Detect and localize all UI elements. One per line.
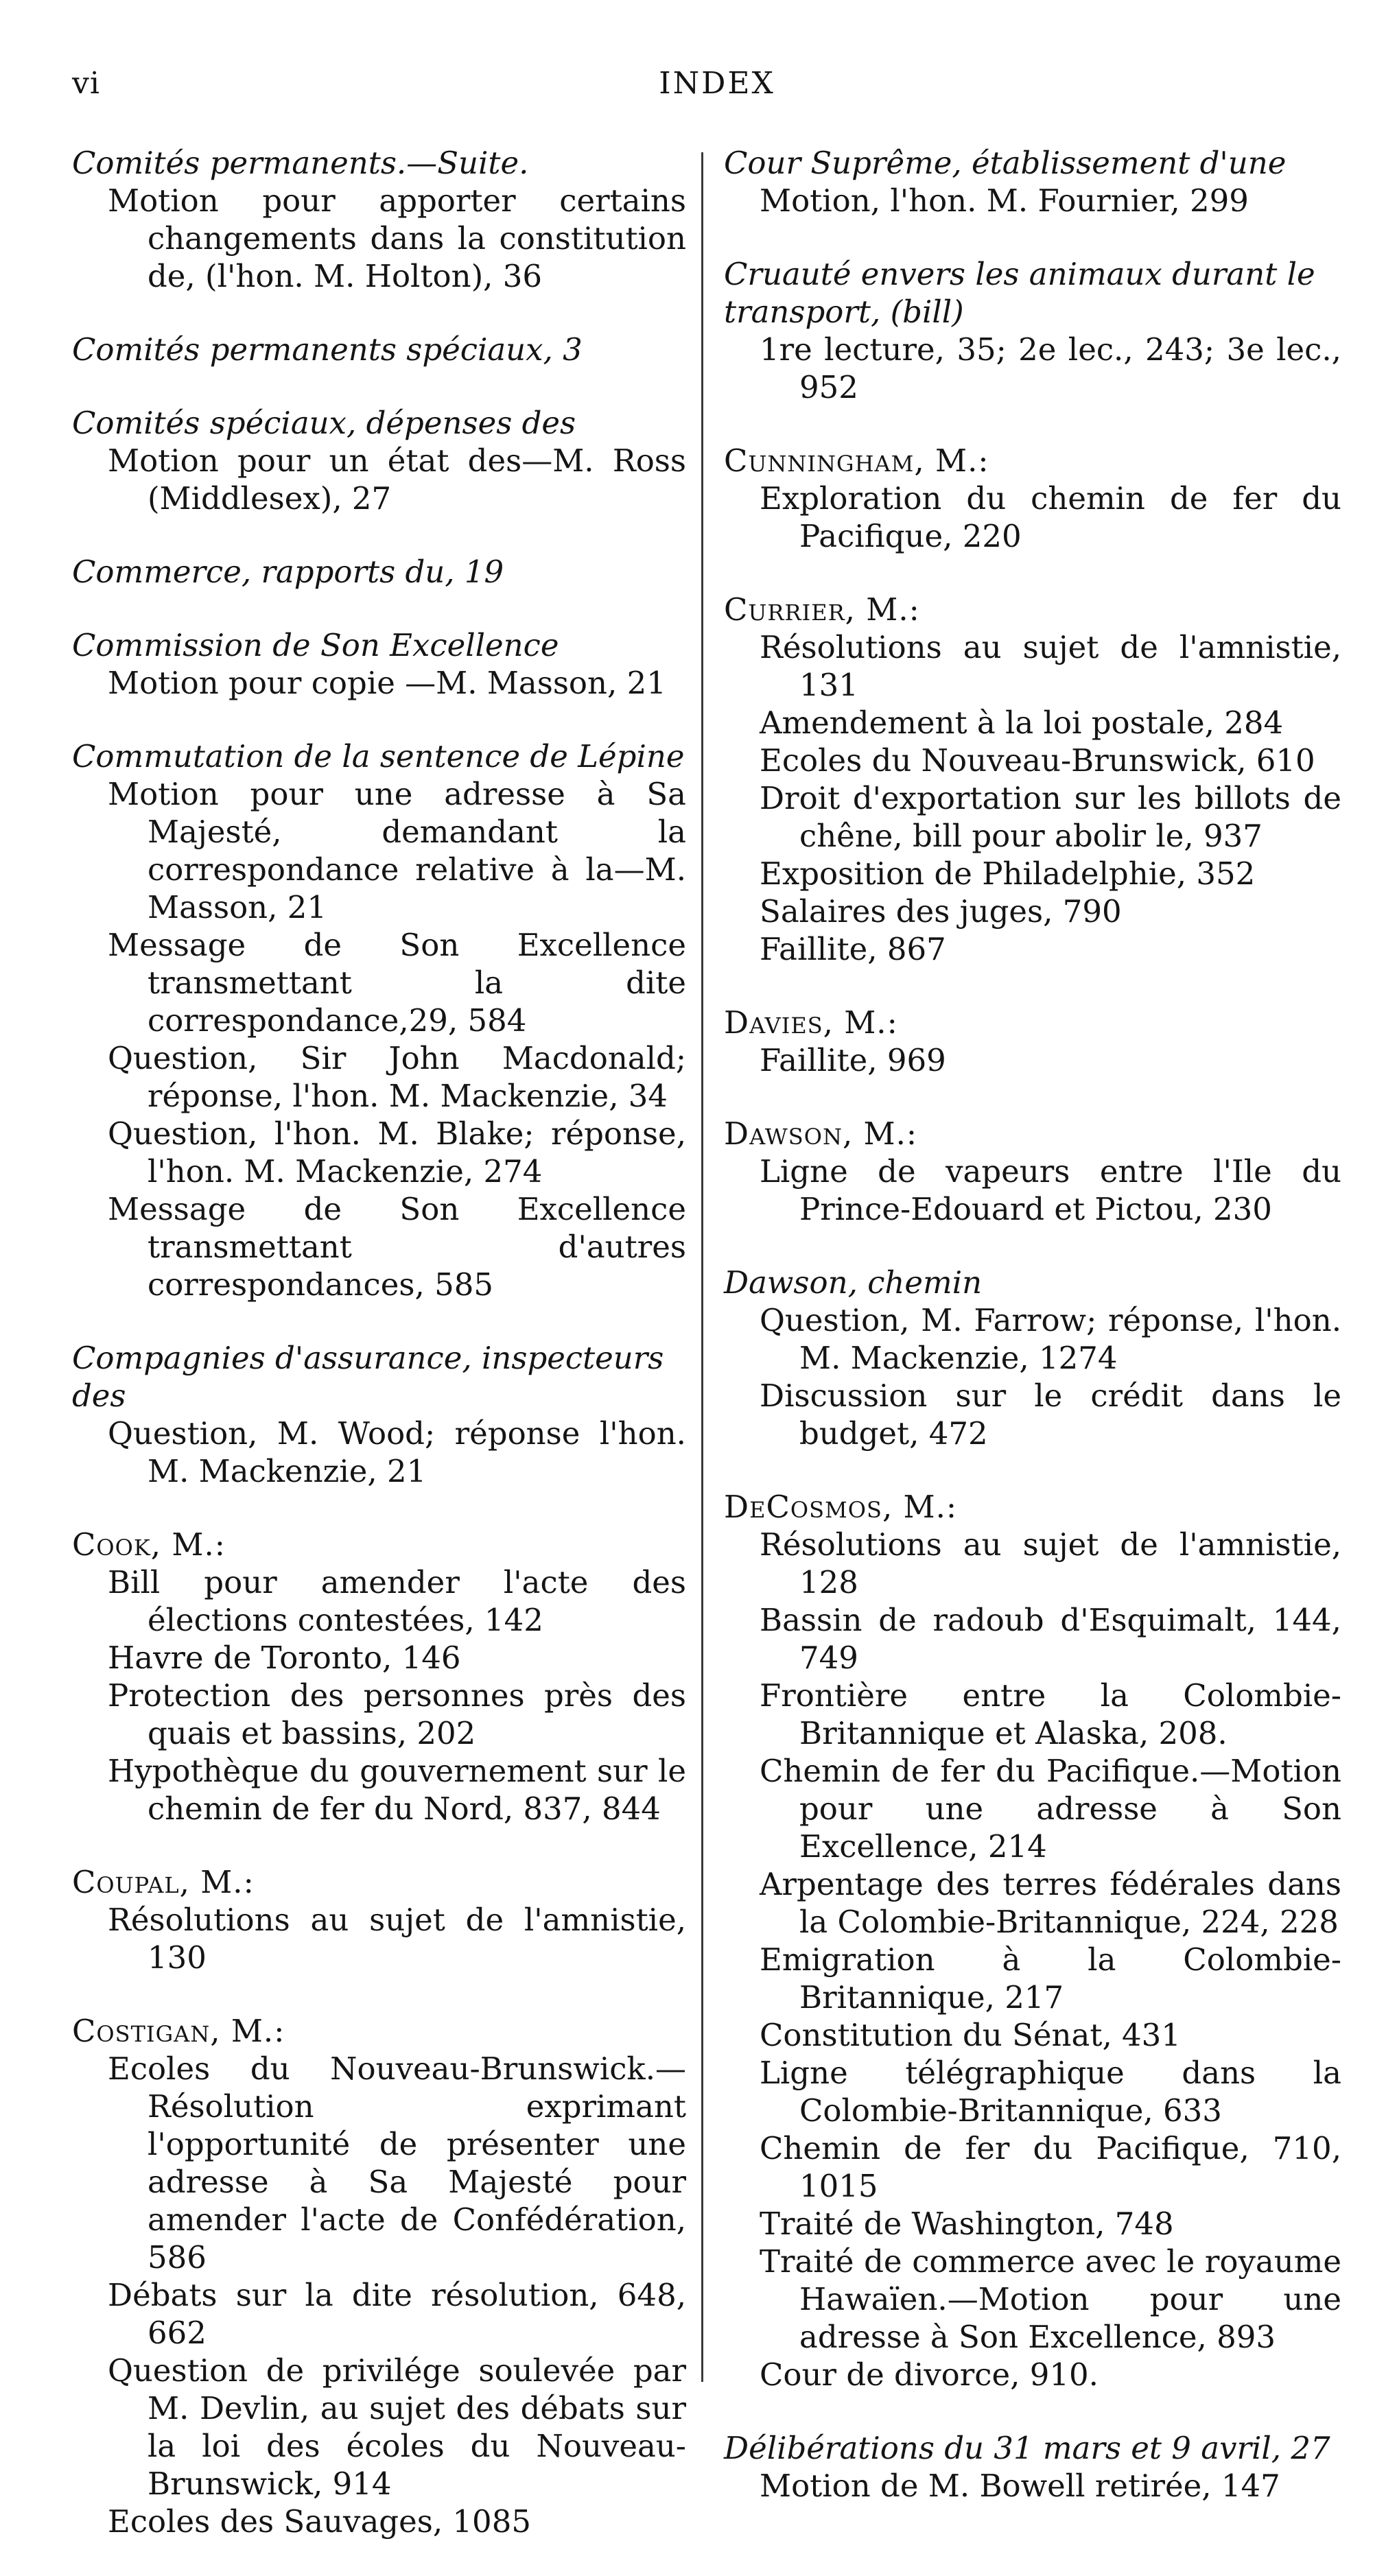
index-entry [72, 331, 686, 368]
index-entry [724, 591, 1341, 968]
index-subentry: Débats sur la dite résolution, 648, 662 [108, 2277, 686, 2351]
index-heading: Comités permanents spéciaux, 3 [72, 331, 583, 368]
index-entry [72, 626, 686, 702]
index-subentry: Message de Son Excellence transmettant la dite correspondance,29, 584 [108, 927, 686, 1039]
index-entry [72, 144, 686, 295]
index-subentry: Havre de Toronto, 146 [108, 1640, 461, 1676]
page-header [72, 66, 1362, 114]
index-heading: Cook, M.: [72, 1526, 226, 1563]
index-subentry: Ecoles du Nouveau-Brunswick.—Résolution exprimant l'opportunité de présenter une adresse à Sa Majesté pour amender l'acte de Confédération, 586 [108, 2051, 686, 2276]
index-subentry: Constitution du Sénat, 431 [760, 2017, 1181, 2053]
index-entry [724, 1264, 1341, 1452]
index-subentry: Frontière entre la Colombie-Britannique et Alaska, 208. [760, 1677, 1341, 1751]
index-subentry: Ligne télégraphique dans la Colombie-Britannique, 633 [760, 2055, 1341, 2129]
index-column-right [724, 144, 1341, 2540]
index-subentry: Protection des personnes près des quais et bassins, 202 [108, 1677, 686, 1751]
index-subentry: Motion de M. Bowell retirée, 147 [760, 2468, 1280, 2504]
index-entry [724, 255, 1341, 406]
index-heading: Coupal, M.: [72, 1864, 255, 1900]
index-subentry: Salaires des juges, 790 [760, 893, 1122, 930]
index-heading: DeCosmos, M.: [724, 1489, 958, 1525]
index-subentry: Question, l'hon. M. Blake; réponse, l'hon. M. Mackenzie, 274 [108, 1115, 686, 1190]
index-heading: Costigan, M.: [72, 2013, 285, 2049]
index-entry [72, 1526, 686, 1828]
index-subentry: Question, M. Farrow; réponse, l'hon. M. Mackenzie, 1274 [760, 1302, 1341, 1376]
index-subentry: Amendement à la loi postale, 284 [760, 705, 1284, 741]
index-subentry: Cour de divorce, 910. [760, 2356, 1099, 2393]
column-divider [701, 152, 703, 2382]
index-subentry: Ligne de vapeurs entre l'Ile du Prince-Edouard et Pictou, 230 [760, 1153, 1341, 1227]
index-subentry: Résolutions au sujet de l'amnistie, 131 [760, 629, 1341, 703]
index-subentry: Faillite, 867 [760, 931, 946, 967]
index-subentry: Ecoles du Nouveau-Brunswick, 610 [760, 742, 1315, 779]
index-subentry: Motion, l'hon. M. Fournier, 299 [760, 182, 1249, 219]
index-subentry: Traité de commerce avec le royaume Hawaïen.—Motion pour une adresse à Son Excellence, 893 [760, 2243, 1341, 2355]
index-entry [72, 1863, 686, 1976]
running-title: INDEX [659, 66, 775, 101]
index-heading: Cunningham, M.: [724, 442, 989, 479]
index-subentry: Motion pour apporter certains changements dans la constitution de, (l'hon. M. Holton), 36 [108, 182, 686, 294]
index-subentry: Ecoles des Sauvages, 1085 [108, 2503, 531, 2540]
index-entry [724, 1115, 1341, 1228]
index-entry [724, 144, 1341, 220]
index-entry [724, 1488, 1341, 2394]
index-subentry: Question de privilége soulevée par M. Devlin, au sujet des débats sur la loi des écoles du Nouveau-Brunswick, 914 [108, 2352, 686, 2502]
index-heading: Délibérations du 31 mars et 9 avril, 27 [724, 2430, 1330, 2466]
index-subentry: 1re lecture, 35; 2e lec., 243; 3e lec., 952 [760, 331, 1341, 405]
index-heading: Cruauté envers les animaux durant le transport, (bill) [724, 256, 1315, 330]
index-subentry: Exploration du chemin de fer du Pacifique, 220 [760, 480, 1341, 554]
index-entry [72, 553, 686, 591]
index-heading: Currier, M.: [724, 591, 920, 628]
index-subentry: Bassin de radoub d'Esquimalt, 144, 749 [760, 1602, 1341, 1676]
index-subentry: Arpentage des terres fédérales dans la Colombie-Britannique, 224, 228 [760, 1866, 1341, 1940]
index-entry [72, 1339, 686, 1490]
index-heading: Compagnies d'assurance, inspecteurs des [72, 1340, 664, 1414]
index-entry [72, 2012, 686, 2540]
index-subentry: Hypothèque du gouvernement sur le chemin de fer du Nord, 837, 844 [108, 1753, 686, 1827]
index-heading: Commission de Son Excellence [72, 627, 559, 663]
index-heading: Commutation de la sentence de Lépine [72, 738, 685, 775]
index-column-left [72, 144, 686, 2576]
index-subentry: Chemin de fer du Pacifique, 710, 1015 [760, 2130, 1341, 2204]
index-subentry: Chemin de fer du Pacifique.—Motion pour une adresse à Son Excellence, 214 [760, 1753, 1341, 1865]
index-subentry: Motion pour une adresse à Sa Majesté, demandant la correspondance relative à la—M. Masson, 21 [108, 776, 686, 925]
index-heading: Dawson, M.: [724, 1115, 918, 1152]
index-subentry: Résolutions au sujet de l'amnistie, 128 [760, 1526, 1341, 1600]
page-number: vi [72, 66, 100, 101]
index-entry [724, 442, 1341, 555]
index-subentry: Question, M. Wood; réponse l'hon. M. Mackenzie, 21 [108, 1415, 686, 1489]
index-subentry: Motion pour copie —M. Masson, 21 [108, 665, 666, 701]
index-heading: Commerce, rapports du, 19 [72, 554, 504, 590]
index-subentry: Emigration à la Colombie-Britannique, 217 [760, 1941, 1341, 2016]
index-heading: Comités spéciaux, dépenses des [72, 405, 576, 441]
index-subentry: Question, Sir John Macdonald; réponse, l'hon. M. Mackenzie, 34 [108, 1040, 686, 1114]
index-heading: Dawson, chemin [724, 1264, 983, 1301]
index-entry [72, 737, 686, 1303]
index-heading: Davies, M.: [724, 1004, 898, 1041]
index-subentry: Faillite, 969 [760, 1042, 946, 1078]
index-subentry: Résolutions au sujet de l'amnistie, 130 [108, 1902, 686, 1976]
index-subentry: Discussion sur le crédit dans le budget, 472 [760, 1378, 1341, 1452]
index-heading: Cour Suprême, établissement d'une [724, 145, 1287, 181]
index-subentry: Message de Son Excellence transmettant d'autres correspondances, 585 [108, 1191, 686, 1303]
index-subentry: Droit d'exportation sur les billots de chêne, bill pour abolir le, 937 [760, 780, 1341, 854]
index-entry [72, 404, 686, 517]
index-subentry: Traité de Washington, 748 [760, 2206, 1174, 2242]
index-heading: Comités permanents.—Suite. [72, 145, 529, 181]
index-subentry: Motion pour un état des—M. Ross (Middlesex), 27 [108, 442, 686, 517]
index-entry [724, 1004, 1341, 1079]
index-entry [724, 2429, 1341, 2505]
index-subentry: Exposition de Philadelphie, 352 [760, 855, 1256, 892]
index-subentry: Bill pour amender l'acte des élections contestées, 142 [108, 1564, 686, 1638]
